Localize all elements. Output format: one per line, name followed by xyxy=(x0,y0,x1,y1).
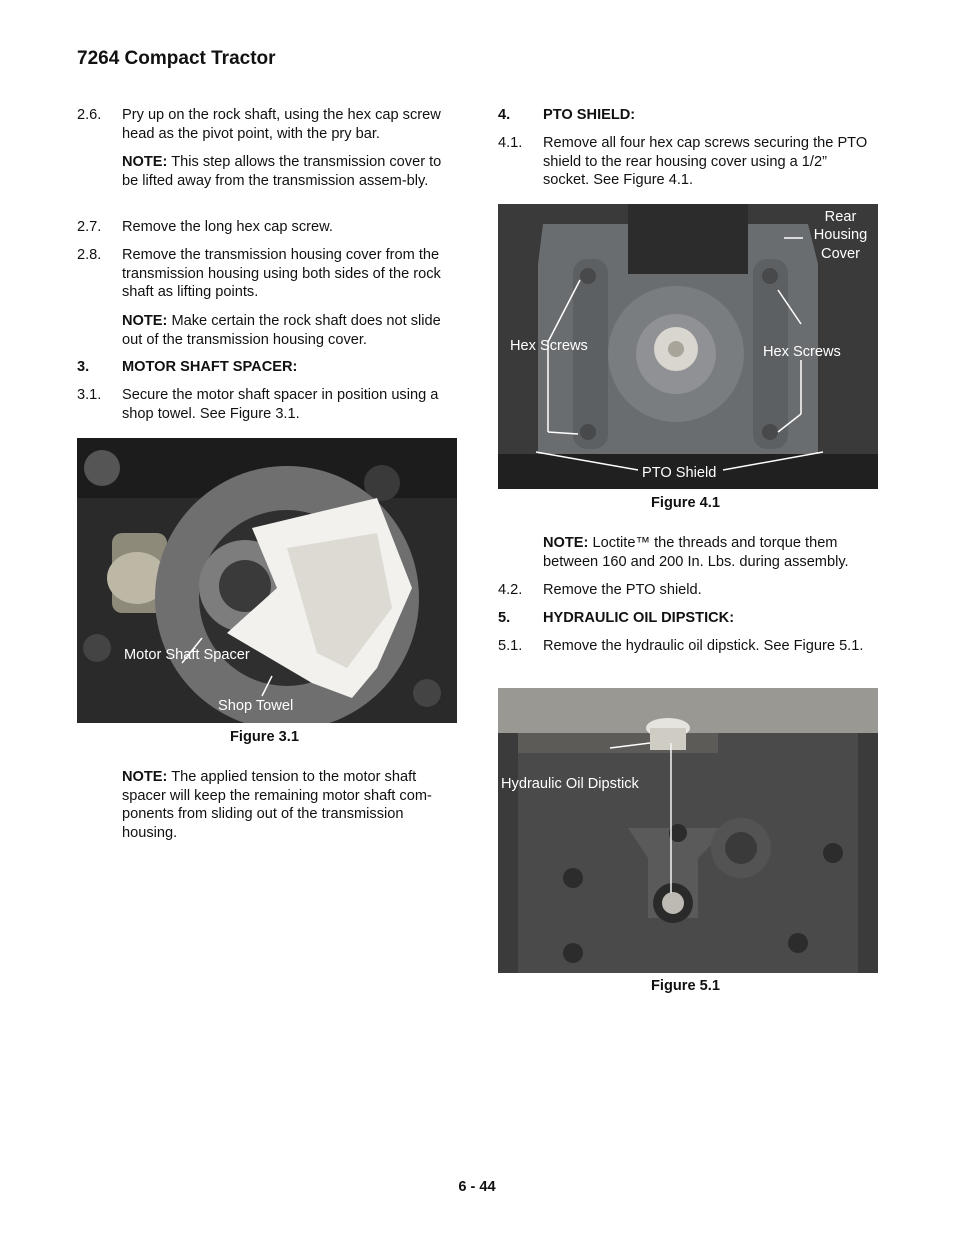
step-text: Remove the hydraulic oil dipstick. See Figure 5.1. xyxy=(543,638,864,654)
step-number: 4.1. xyxy=(498,135,523,151)
figure-3-1-caption: Figure 3.1 xyxy=(230,729,299,745)
page-title: 7264 Compact Tractor xyxy=(77,48,276,69)
figure-5-1-photo xyxy=(498,688,878,973)
section-number: 5. xyxy=(498,610,511,626)
step-number: 4.2. xyxy=(498,582,523,598)
note-label: NOTE: xyxy=(122,154,168,170)
label-rear-housing-cover: Rear Housing Cover xyxy=(813,209,868,262)
page-number: 6 - 44 xyxy=(458,1179,496,1195)
step-text: Secure the motor shaft spacer in position using a shop towel. See Figure 3.1. xyxy=(122,387,439,422)
step-number: 2.7. xyxy=(77,219,102,235)
label-shop-towel: Shop Towel xyxy=(218,698,294,714)
step-number: 3.1. xyxy=(77,387,102,403)
label-motor-shaft-spacer: Motor Shaft Spacer xyxy=(124,647,250,663)
step-text: Remove all four hex cap screws securing the PTO shield to the rear housing cover using a 1/2” socket. See Figure 4.1. xyxy=(543,135,868,189)
section-number: 3. xyxy=(77,359,90,375)
label-hex-screws-left: Hex Screws xyxy=(510,338,588,354)
note-text: Make certain the rock shaft does not slide out of the transmission housing cover. xyxy=(122,313,441,348)
step-text: Pry up on the rock shaft, using the hex cap screw head as the pivot point, with the pry bar. xyxy=(122,107,441,142)
note-rock-shaft xyxy=(122,312,457,349)
label-hex-screws-right: Hex Screws xyxy=(763,344,841,360)
label-pto-shield: PTO Shield xyxy=(642,465,717,481)
section-title: MOTOR SHAFT SPACER: xyxy=(122,359,298,375)
section-title: HYDRAULIC OIL DIPSTICK: xyxy=(543,610,735,626)
step-number: 2.6. xyxy=(77,107,102,123)
right-column xyxy=(498,0,883,1235)
note-motor-shaft-tension xyxy=(122,768,457,843)
section-title: PTO SHIELD: xyxy=(543,107,636,123)
note-transmission-cover xyxy=(122,153,457,190)
figure-4-1-caption: Figure 4.1 xyxy=(651,495,720,511)
note-text: Loctite™ the threads and torque them between 160 and 200 In. Lbs. during assembly. xyxy=(543,535,849,570)
step-number: 5.1. xyxy=(498,638,523,654)
note-text: The applied tension to the motor shaft spacer will keep the remaining motor shaft com-ponents from sliding out of the transmission housing. xyxy=(122,769,432,842)
step-text: Remove the PTO shield. xyxy=(543,582,702,598)
note-label: NOTE: xyxy=(543,535,589,551)
figure-4-1-photo xyxy=(498,204,878,489)
step-text: Remove the long hex cap screw. xyxy=(122,219,333,235)
left-column xyxy=(77,0,462,1235)
section-number: 4. xyxy=(498,107,511,123)
label-hydraulic-oil-dipstick: Hydraulic Oil Dipstick xyxy=(501,776,639,792)
note-loctite xyxy=(543,534,878,571)
note-text: This step allows the transmission cover to be lifted away from the transmission assem-bly. xyxy=(122,154,442,189)
dipstick-photo-illustration xyxy=(498,688,878,973)
motor-shaft-photo-illustration xyxy=(77,438,457,723)
step-number: 2.8. xyxy=(77,247,102,263)
note-label: NOTE: xyxy=(122,313,168,329)
note-label: NOTE: xyxy=(122,769,168,785)
figure-5-1-caption: Figure 5.1 xyxy=(651,978,720,994)
step-text: Remove the transmission housing cover from the transmission housing using both sides of the rock shaft as lifting points. xyxy=(122,247,441,301)
figure-3-1-photo xyxy=(77,438,457,723)
